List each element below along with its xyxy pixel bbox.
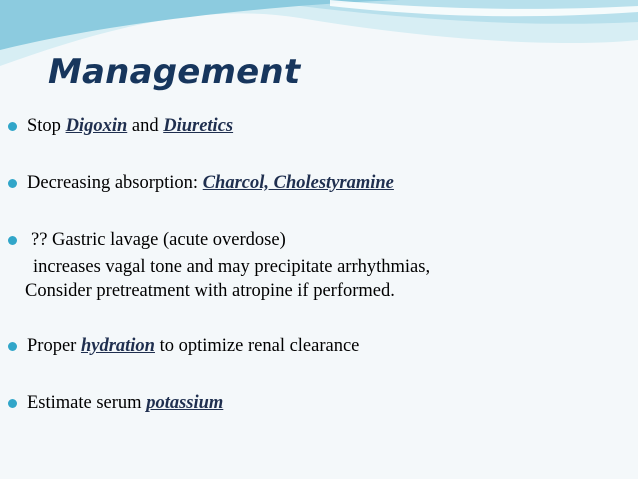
emphasis-diuretics: Diuretics <box>163 116 234 136</box>
bullet-list: Stop Digoxin and Diuretics Decreasing absorption: Charcol, Cholestyramine ?? Gastric lavage (acute overdose) increases vagal tone and may precipitate arrhythmias, Consider pretreatment with atropine if performed. Proper hydration to optimize renal clearance Estimate serum potassium <box>0 0 638 479</box>
slide-title: Management <box>48 52 301 92</box>
emphasis-potassium: potassium <box>146 393 224 413</box>
bullet-dot-icon <box>8 122 17 131</box>
emphasis-digoxin: Digoxin <box>65 116 128 136</box>
bullet-gastric-lavage: ?? Gastric lavage (acute overdose) increases vagal tone and may precipitate arrhythmias, Consider pretreatment with atropine if performed. <box>8 227 628 307</box>
bullet-dot-icon <box>8 236 17 245</box>
emphasis-charcol: Charcol, Cholestyramine <box>202 173 394 193</box>
bullet-dot-icon <box>8 342 17 351</box>
emphasis-hydration: hydration <box>80 336 155 356</box>
bullet-dot-icon <box>8 179 17 188</box>
bullet-dot-icon <box>8 399 17 408</box>
